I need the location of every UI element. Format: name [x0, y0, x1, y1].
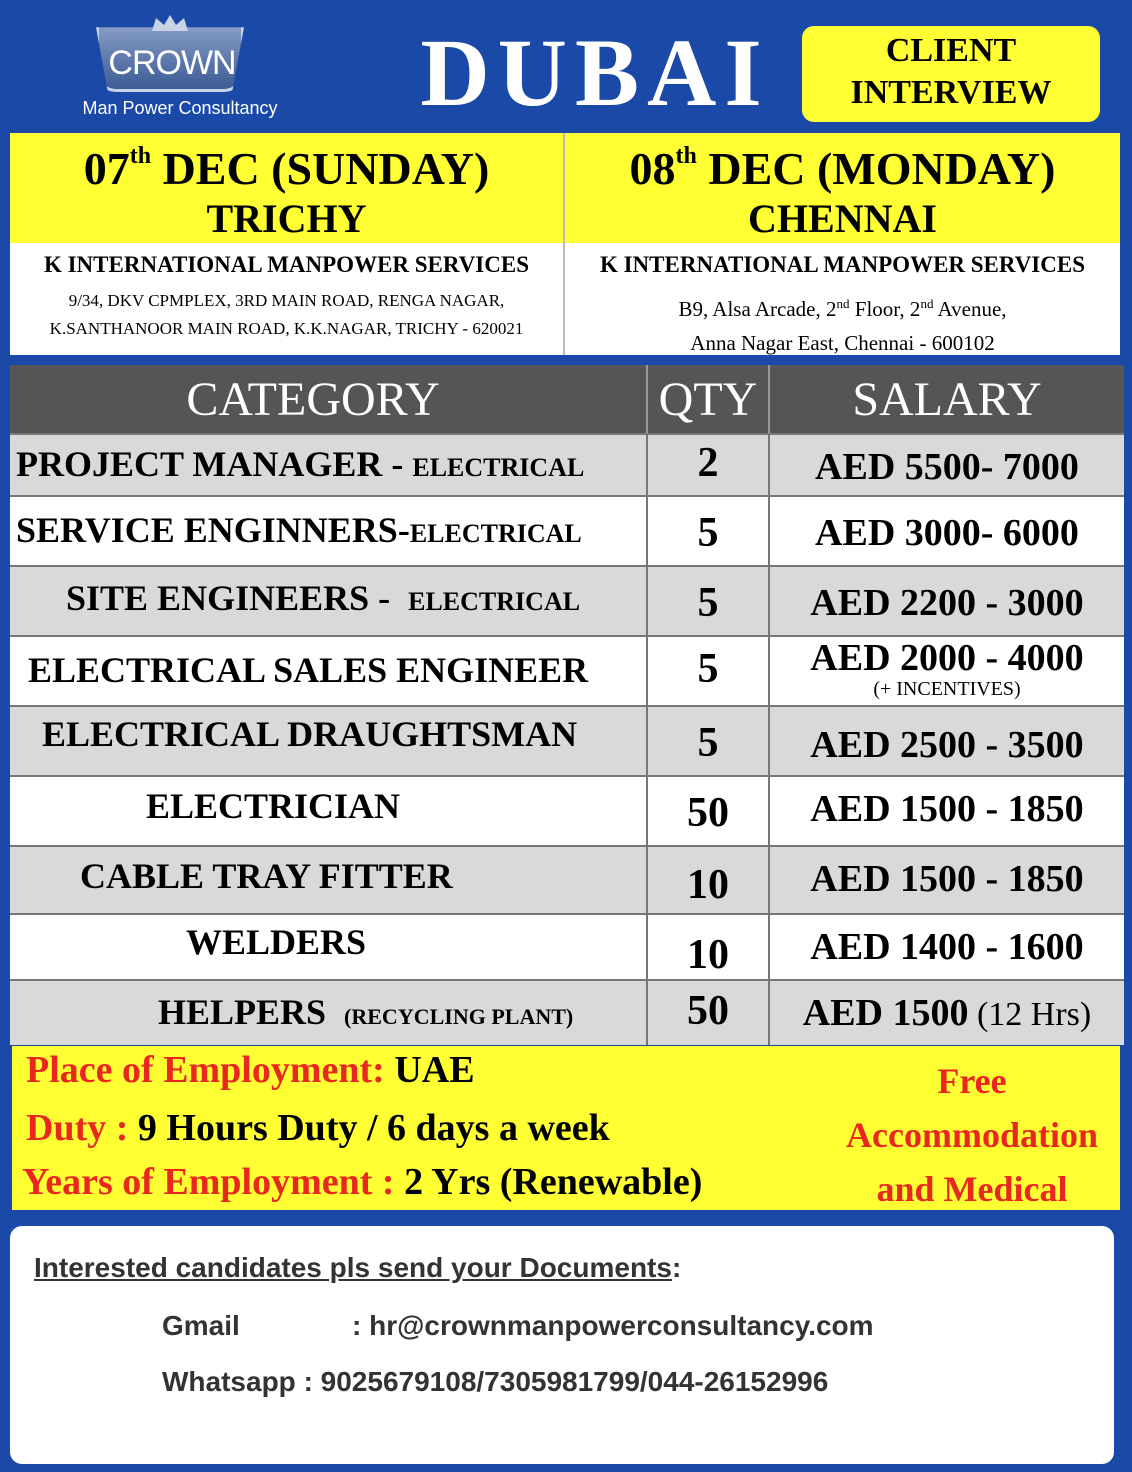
job-category: WELDERS [186, 922, 367, 962]
logo-word: CROWN [108, 44, 236, 82]
job-salary: AED 1500 (12 Hrs) [802, 992, 1092, 1034]
client-line-1: CLIENT [885, 32, 1017, 69]
job-salary: AED 2200 - 3000 [810, 582, 1084, 624]
table-row [10, 435, 1124, 497]
logo-tagline: Man Power Consultancy [82, 98, 278, 118]
date-line: 08th DEC (MONDAY) [629, 143, 1056, 194]
location-title: DUBAI [420, 19, 770, 126]
job-category: ELECTRICAL SALES ENGINEER [28, 650, 589, 690]
job-category: ELECTRICAL DRAUGHTSMAN [42, 714, 578, 754]
whatsapp-value[interactable]: : 9025679108/7305981799/044-26152996 [303, 1366, 829, 1397]
client-interview-badge [802, 26, 1100, 122]
header-salary: SALARY [852, 373, 1042, 426]
job-qty: 10 [687, 862, 729, 908]
job-salary: AED 1500 - 1850 [810, 788, 1084, 830]
table-row [10, 707, 1124, 777]
job-category: CABLE TRAY FITTER [80, 856, 453, 896]
duty-hours: Duty : 9 Hours Duty / 6 days a week [26, 1107, 610, 1149]
table-row [10, 567, 1124, 637]
job-salary: AED 2500 - 3500 [810, 724, 1084, 766]
table-row [10, 915, 1124, 981]
interview-date-trichy [10, 133, 565, 243]
whatsapp-label: Whatsapp [162, 1366, 296, 1397]
job-salary: AED 3000- 6000 [815, 512, 1079, 554]
agency-name: K INTERNATIONAL MANPOWER SERVICES [43, 252, 530, 277]
address-line-1: 9/34, DKV CPMPLEX, 3RD MAIN ROAD, RENGA NAGAR, [68, 291, 505, 310]
jobs-table [10, 365, 1124, 1045]
address-line-2: Anna Nagar East, Chennai - 600102 [690, 331, 995, 355]
address-line-1: B9, Alsa Arcade, 2nd Floor, 2nd Avenue, [678, 296, 1007, 321]
table-row [10, 981, 1124, 1045]
table-row [10, 847, 1124, 915]
table-row [10, 497, 1124, 567]
gmail-line [162, 1310, 874, 1342]
job-category: HELPERS (RECYCLING PLANT) [158, 992, 574, 1032]
crown-icon [150, 14, 190, 32]
place-of-employment: Place of Employment: UAE [26, 1049, 475, 1091]
job-qty: 50 [687, 790, 729, 836]
crown-logo [80, 14, 280, 126]
venue-trichy [10, 243, 565, 355]
gmail-label: Gmail [162, 1310, 240, 1341]
job-salary: AED 1400 - 1600 [810, 926, 1084, 968]
job-category: SERVICE ENGINNERS-ELECTRICAL [16, 510, 582, 550]
agency-name: K INTERNATIONAL MANPOWER SERVICES [599, 252, 1086, 277]
job-qty: 10 [687, 932, 729, 978]
contact-box [10, 1226, 1114, 1464]
job-category: PROJECT MANAGER - ELECTRICAL [16, 444, 585, 484]
job-qty: 5 [697, 646, 719, 692]
interview-date-chennai [565, 133, 1120, 243]
header [0, 0, 1132, 130]
interview-dates [10, 133, 1120, 243]
job-qty: 50 [687, 988, 729, 1034]
job-qty: 5 [697, 580, 719, 626]
contact-heading: Interested candidates pls send your Documents: [34, 1252, 682, 1283]
whatsapp-line [162, 1366, 828, 1398]
venue-chennai [565, 243, 1120, 355]
city-name: TRICHY [206, 196, 367, 241]
client-line-2: INTERVIEW [850, 74, 1052, 111]
date-line: 07th DEC (SUNDAY) [83, 143, 490, 194]
job-salary: AED 5500- 7000 [815, 446, 1079, 488]
job-qty: 5 [697, 510, 719, 556]
job-category: ELECTRICIAN [146, 786, 401, 826]
address-line-2: K.SANTHANOOR MAIN ROAD, K.K.NAGAR, TRICHY - 620021 [49, 319, 524, 338]
job-salary: AED 1500 - 1850 [810, 858, 1084, 900]
employment-terms [12, 1046, 1120, 1210]
job-qty: 5 [697, 720, 719, 766]
job-category: SITE ENGINEERS - ELECTRICAL [66, 578, 581, 618]
benefits: Free Accommodation and Medical [846, 1061, 1098, 1209]
gmail-value[interactable]: : hr@crownmanpowerconsultancy.com [352, 1310, 874, 1341]
table-header [10, 365, 1124, 435]
salary-note: (+ INCENTIVES) [873, 678, 1021, 700]
years-of-employment: Years of Employment : 2 Yrs (Renewable) [22, 1161, 703, 1203]
city-name: CHENNAI [748, 196, 937, 241]
job-qty: 2 [697, 440, 719, 486]
venue-addresses [10, 243, 1120, 355]
table-row [10, 637, 1124, 707]
header-qty: QTY [648, 365, 770, 433]
header-category: CATEGORY [10, 365, 648, 433]
table-row [10, 777, 1124, 847]
job-salary: AED 2000 - 4000 [810, 637, 1084, 679]
